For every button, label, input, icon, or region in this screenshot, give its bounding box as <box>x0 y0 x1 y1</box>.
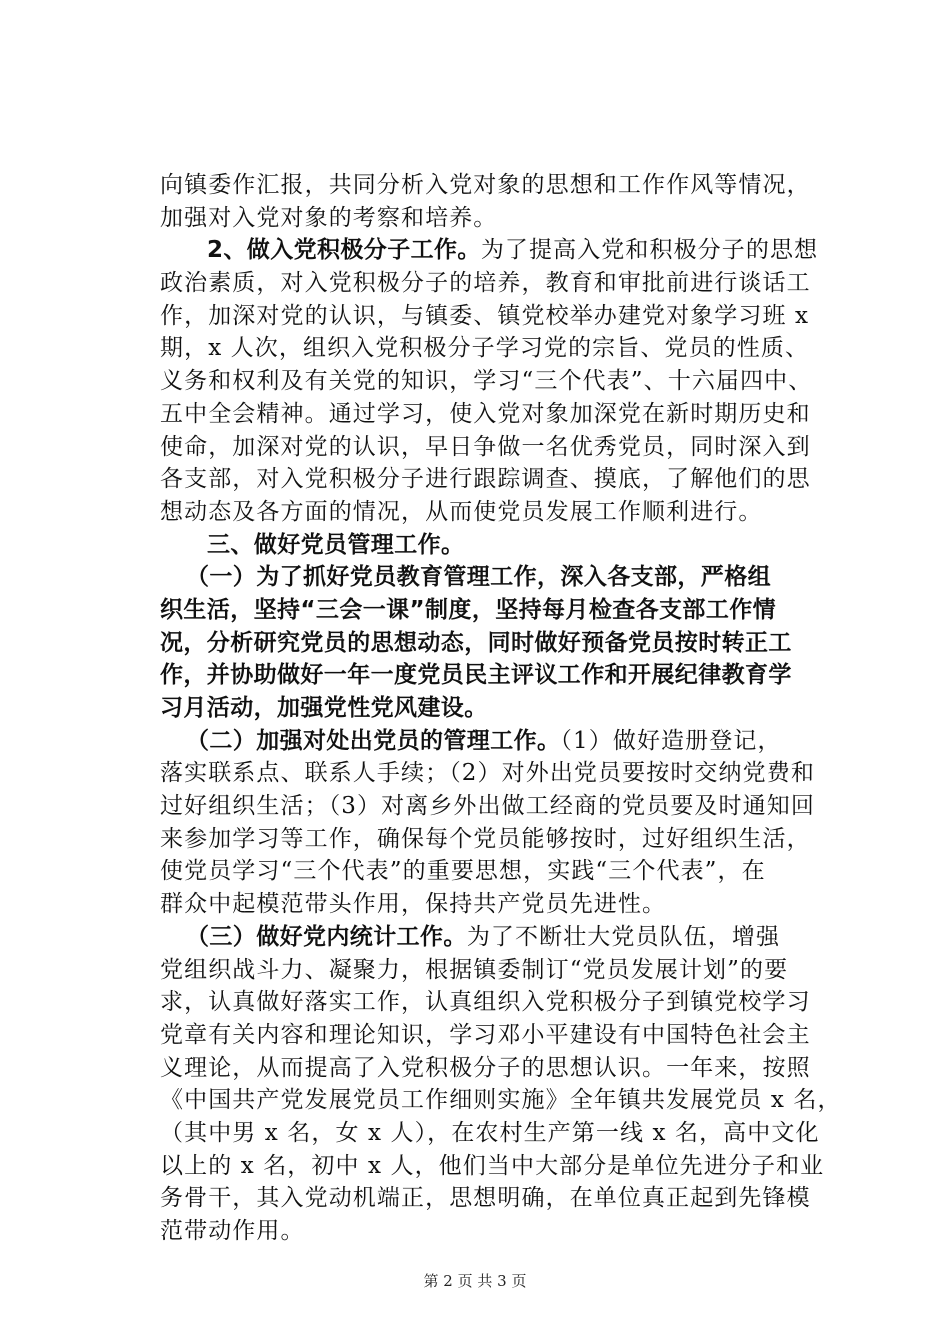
text-line <box>160 1019 860 1052</box>
text-segment: 党章有关内容和理论知识，学习邓小平建设有中国特色社会主 <box>160 1021 811 1048</box>
text-line <box>160 1182 860 1215</box>
text-line <box>160 659 860 692</box>
text-segment: 党组织战斗力、凝聚力，根据镇委制订“党员发展计划”的要 <box>160 956 789 983</box>
text-segment: 《中国共产党发展党员工作细则实施》全年镇共发展党员 x 名， <box>160 1087 842 1114</box>
text-line <box>160 1084 860 1117</box>
text-line <box>160 790 860 823</box>
text-segment: 范带动作用。 <box>160 1218 305 1244</box>
text-segment: 以上的 x 名，初中 x 人，他们当中大部分是单位先进分子和业 <box>160 1152 825 1179</box>
text-line <box>160 954 860 987</box>
bold-text-segment: 作，并协助做好一年一度党员民主评议工作和开展纪律教育学 <box>160 662 792 689</box>
bold-text-segment: 三、做好党员管理工作。 <box>207 531 465 558</box>
text-line <box>160 627 860 660</box>
page-footer: 第 2 页 共 3 页 <box>423 1272 527 1290</box>
text-line <box>160 725 860 758</box>
text-line <box>160 463 860 496</box>
text-line <box>160 757 860 790</box>
text-line <box>160 234 860 267</box>
text-line <box>160 594 860 627</box>
text-segment: 使命，加深对党的认识，早日争做一名优秀党员，同时深入到 <box>160 433 811 460</box>
text-line <box>160 855 860 888</box>
text-segment: 政治素质，对入党积极分子的培养，教育和审批前进行谈话工 <box>160 270 811 297</box>
text-segment: 来参加学习等工作，确保每个党员能够按时，过好组织生活， <box>160 825 811 852</box>
text-segment: 向镇委作汇报，共同分析入党对象的思想和工作作风等情况， <box>160 172 811 198</box>
text-segment: 过好组织生活；（3）对离乡外出做工经商的党员要及时通知回 <box>160 793 815 820</box>
text-segment: 求，认真做好落实工作，认真组织入党积极分子到镇党校学习 <box>160 989 811 1016</box>
text-line <box>160 692 860 725</box>
text-segment: 期，x 人次，组织入党积极分子学习党的宗旨、党员的性质、 <box>160 335 810 362</box>
body-text <box>160 169 860 1248</box>
bold-text-segment: 2、做入党积极分子工作。 <box>207 237 481 264</box>
bold-text-segment: 织生活，坚持“三会一课”制度，坚持每月检查各支部工作情 <box>160 596 777 623</box>
text-line <box>160 398 860 431</box>
text-line <box>160 529 860 562</box>
text-segment: 想动态及各方面的情况，从而使党员发展工作顺利进行。 <box>160 498 763 525</box>
bold-text-segment: （二）加强对处出党员的管理工作。 <box>186 727 561 754</box>
text-segment: 群众中起模范带头作用，保持共产党员先进性。 <box>160 891 667 918</box>
text-segment: 五中全会精神。通过学习，使入党对象加深党在新时期历史和 <box>160 400 811 427</box>
text-segment: 务骨干，其入党动机端正，思想明确，在单位真正起到先锋模 <box>160 1185 811 1212</box>
bold-text-segment: （一）为了抓好党员教育管理工作，深入各支部，严格组 <box>186 564 771 591</box>
text-segment: 使党员学习“三个代表”的重要思想，实践“三个代表”，在 <box>160 858 766 885</box>
bold-text-segment: 习月活动，加强党性党风建设。 <box>160 695 488 721</box>
text-line <box>160 496 860 529</box>
text-segment: 为了不断壮大党员队伍，增强 <box>466 923 781 950</box>
text-segment: 义理论，从而提高了入党积极分子的思想认识。一年来，按照 <box>160 1054 811 1081</box>
text-line <box>160 431 860 464</box>
text-line <box>160 1117 860 1150</box>
text-line <box>160 332 860 365</box>
text-line <box>160 202 860 235</box>
text-line <box>160 1150 860 1183</box>
text-line <box>160 986 860 1019</box>
text-line <box>160 823 860 856</box>
text-line <box>160 921 860 954</box>
text-line <box>160 267 860 300</box>
text-segment: 加强对入党对象的考察和培养。 <box>160 204 498 231</box>
text-segment: 作，加深对党的认识，与镇委、镇党校举办建党对象学习班 x <box>160 302 810 329</box>
text-segment: （其中男 x 名，女 x 人），在农村生产第一线 x 名，高中文化 <box>160 1119 820 1146</box>
text-line <box>160 1215 860 1248</box>
text-segment: 为了提高入党和积极分子的思想 <box>480 237 819 264</box>
text-segment: 落实联系点、联系人手续；（2）对外出党员要按时交纳党费和 <box>160 760 815 787</box>
text-segment: （1）做好造册登记， <box>560 727 782 754</box>
bold-text-segment: 况，分析研究党员的思想动态，同时做好预备党员按时转正工 <box>160 629 792 656</box>
text-segment: 各支部，对入党积极分子进行跟踪调查、摸底，了解他们的思 <box>160 466 811 493</box>
text-line <box>160 300 860 333</box>
text-line <box>160 888 860 921</box>
text-line <box>160 365 860 398</box>
text-segment: 义务和权利及有关党的知识，学习“三个代表”、十六届四中、 <box>160 368 813 395</box>
text-line <box>160 1052 860 1085</box>
text-line <box>160 561 860 594</box>
bold-text-segment: （三）做好党内统计工作。 <box>186 923 467 950</box>
text-line <box>160 169 860 202</box>
